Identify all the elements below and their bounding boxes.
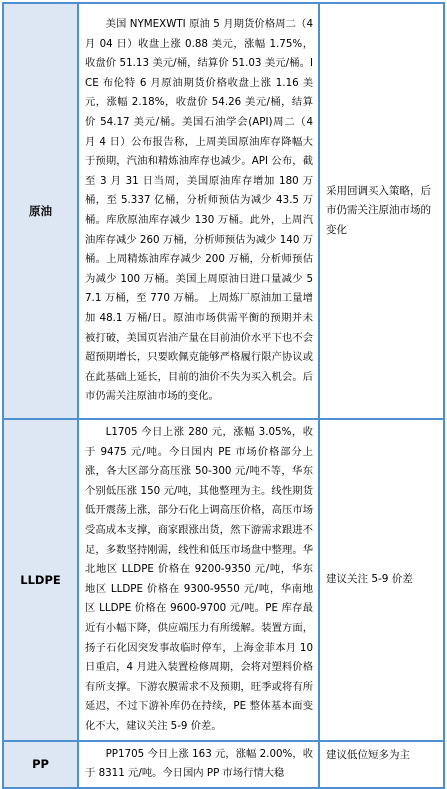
advice-text: 建议低位短多为主 [326,748,410,761]
analysis-text: 美国 NYMEXWTI 原油 5 月期货价格周二（4 月 04 日）收盘上涨 0.88 美元，涨幅 1.75%，收盘价 51.13 美元/桶，结算价 51.03 美元/桶。ICE 布伦特 6 月原油期货价格收盘上涨 1.16 美元，涨幅 2.18%，收盘价 54.26 美元/桶，结算价 54.17 美元/桶。美国石油学会(API)周二（4 月 4 日）公布报告称，上周美国原油库存降幅大于预期，汽油和精炼油库存也减少。API 公布，截至 3 月 31 日当周，美国原油库存增加 180 万桶，至 5.337 亿桶，分析师预估为减少 43.5 万桶。库欣原油库存减少 130 万桶。此外，上周汽油库存减少 260 万桶，分析师预估为减少 140 万桶。上周精炼油库存减少 200 万桶，分析师预估为减少 100 万桶。美国上周原油日进口量减少 57.1 万桶，至 770 万桶。 上周炼厂原油加工量增加 48.1 万桶/日。原油市场供需平衡的预期并未被打破，美国页岩油产量在目前油价水平下也不会超预期增长，只要欧佩克能够严格履行限产协议或在此基础上延长，目前的油价不失为买入机会。后市仍需关注原油市场的变化。 [85,18,313,403]
commodity-name-cell [3,419,78,741]
table-row-lldpe [3,419,444,741]
commodity-analysis-table [2,2,445,789]
commodity-name: 原油 [29,204,52,218]
advice-text: 建议关注 5-9 价差 [326,573,413,586]
analysis-text: PP1705 今日上涨 163 元，涨幅 2.00%，收于 8311 元/吨。今日国内 PP 市场行情大稳 [85,747,313,780]
advice-cell [319,741,444,788]
analysis-cell [78,741,319,788]
commodity-name: LLDPE [20,572,61,587]
commodity-name-cell [3,3,78,419]
commodity-name-cell [3,741,78,788]
advice-cell [319,419,444,741]
table-row-pp [3,741,444,788]
table-row-crude-oil [3,3,444,419]
analysis-cell [78,3,319,419]
advice-text: 采用回调买入策略，后市仍需关注原油市场的变化 [326,184,431,236]
advice-cell [319,3,444,419]
analysis-text: L1705 今日上涨 280 元，涨幅 3.05%，收于 9475 元/吨。今日国内 PE 市场价格部分上涨，各大区部分高压涨 50-300 元/吨不等，华东个别低压涨 150 元/吨，其他整理为主。线性期货低开震荡上涨，部分石化上调高压价格，高压市场受高成本支撑，商家跟涨出货，然下游需求跟进不足，多数坚持刚需，线性和低压市场盘中整理。华北地区 LLDPE 价格在 9200-9350 元/吨，华东地区 LLDPE 价格在 9300-9550 元/吨，华南地区 LLDPE 价格在 9600-9700 元/吨。PE 库存最近有小幅下降，供应端压力有所缓解。装置方面， 扬子石化因突发事故临时停车，上海金菲本月 10 日重启，4 月进入装置检修周期，会将对塑料价格有所支撑。下游农膜需求不及预期，旺季或将有所延迟，不过下游补库仍在持续，PE 整体基本面变化不大，建议关注 5-9 价差。 [85,426,313,732]
commodity-name: PP [32,757,49,772]
analysis-cell [78,419,319,741]
